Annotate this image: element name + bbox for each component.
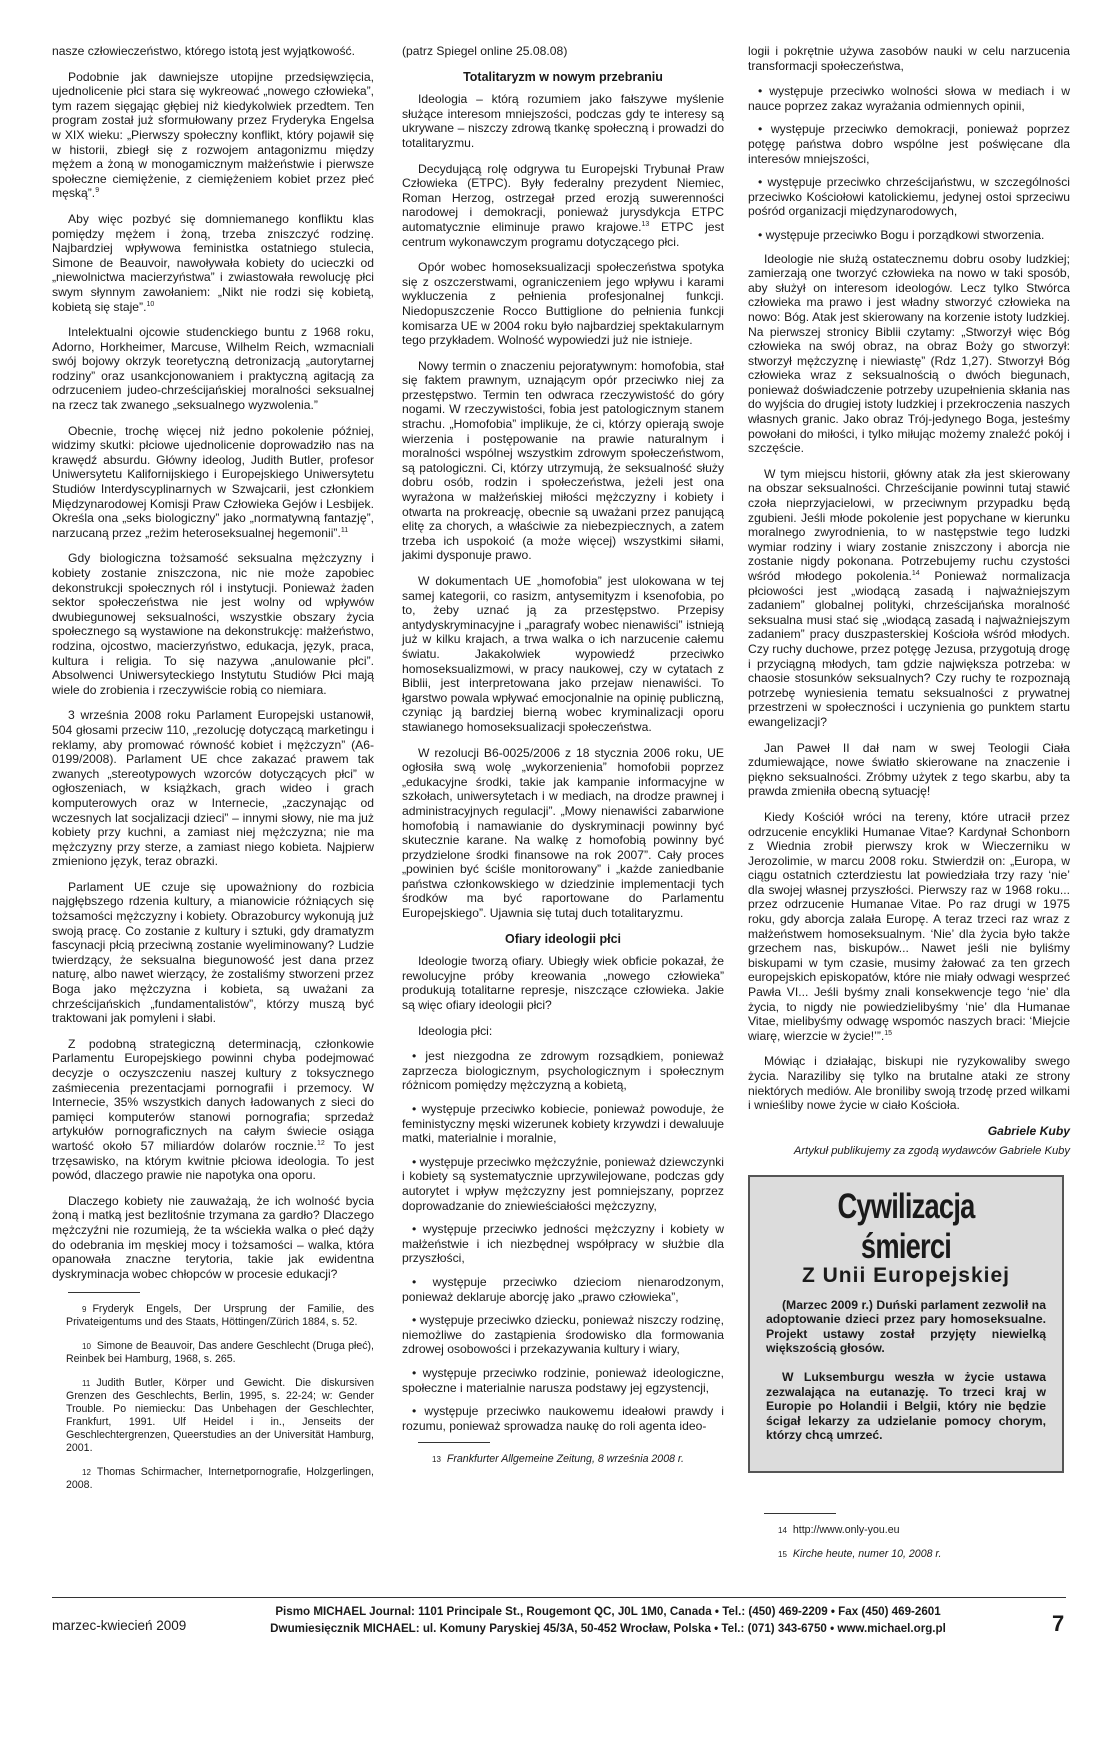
footnote-ref[interactable]: 12 <box>316 1139 325 1147</box>
paragraph: Intelektualni ojcowie studenckiego buntu z 1968 roku, Adorno, Horkheimer, Marcuse, Wilhelm Reich, wzmacniali swój bojowy okrzyk teoretyczną detronizacją „autorytarnej rodziny” oraz usankcjonowaniem i praktyczną agitacją za odrzuceniem judeo-chrześcijańskiej moralności seksualnej na rzecz tak zwanego „seksualnego wyzwolenia.” <box>52 325 374 413</box>
issue-date: marzec-kwiecień 2009 <box>52 1618 187 1633</box>
list-item: • występuje przeciwko wolności słowa w mediach i w nauce poprzez zakaz wyrażania odmiennych opinii, <box>748 84 1070 113</box>
author-signature: Gabriele Kuby <box>987 1123 1070 1138</box>
section-heading: Ofiary ideologii płci <box>505 931 621 946</box>
box-subtitle: Z Unii Europejskiej <box>801 1263 1011 1287</box>
paragraph: 3 września 2008 roku Parlament Europejski ustanowił, 504 głosami przeciw 110, „rezolucję dotyczącą marketingu i reklamy, aby promować równość kobiet i mężczyzn” (A6-0199/2008). Parlament UE chce zakazać prawem tak zwanych „stereotypowych wzorców dotyczących płci” w ogłoszeniach, w książkach, grach wideo i grach komputerowych oraz w Internecie, „zaczynając od wczesnych lat socjalizacji dzieci” – innymi słowy, nie ma już kobiety przy kuchni, a zamiast niej mężczyzna; nie ma mężczyzny przy sterze, a zamiast niego kobieta. Najpierw zmieniono język, teraz obrazki. <box>52 708 374 869</box>
footer-address-canada: Pismo MICHAEL Journal: 1101 Principale St., Rougemont QC, J0L 1M0, Canada • Tel.: (450) 469-2209 • Fax (450) 469-2601 <box>275 1605 941 1618</box>
page-number: 7 <box>1052 1611 1065 1636</box>
paragraph: Parlament UE czuje się upoważniony do rozbicia najgłębszego rdzenia kultury, a mianowicie różniących się tożsamości mężczyzny i kobiety. Obrazoburcy wykonują już swoją pracę. Co zostanie z kultury i sztuki, gdy dramatyzm fascynacji płcią przeciwną zostanie wyeliminowany? Ludzie twierdzący, że seksualna biegunowość jest dana przez naturę, albo nawet wierzący, że zostaliśmy stworzeni przez Boga jako mężczyzna i kobieta, są uważani za chrześcijańskich „fundamentalistów”, którzy muszą być traktowani jak pomyleni i słabi. <box>52 879 374 1026</box>
footnote-ref[interactable]: 11 <box>340 526 349 534</box>
paragraph: Dlaczego kobiety nie zauważają, że ich wolność bycia żoną i matką jest bezlitośnie trzymana za gardło? Dlaczego mężczyźni nie rozumieją, że ta wściekła walka o płeć dąży do odebrania im męskiej mocy i tożsamości – walka, która opanowała znaczne terytoria, takie jak ewidentna dyskryminacja wobec chłopców w procesie edukacji? <box>52 1193 374 1281</box>
paragraph: Nowy termin o znaczeniu pejoratywnym: homofobia, stał się faktem prawnym, uznającym opór przeciwko niej za przestępstwo. Termin ten odwraca rzeczywistość do góry nogami. W rzeczywistości, fobia jest patologicznym stanem strachu. „Homofobia” implikuje, że ci, którzy opierają swoje wierzenia i postępowanie na prawie naturalnym i moralności wspólnej wszystkim zdrowym społeczeństwom, są patologiczni. Ci, którzy utrzymują, że seksualność służy dobru osób, rodzin i społeczeństwa, jeżeli jest ona wyrażona w małżeńskiej miłości mężczyzny i kobiety i otwarta na prokreację, obecnie są uważani przez panującą elitę za chorych, a właściwie za niebezpiecznych, a zatem trzeba ich uspokoić (a może więcej) wszystkimi siłami, jakimi dysponuje prawo. <box>402 358 724 563</box>
footnote: $^{11}$ Judith Butler, Körper und Gewicht. Die diskursiven Grenzen des Geschlechts, Berlin, 1995, s. 22-24; w: Gender Trouble. Po niemiecku: Das Unbehagen der Geschlechter, Frankfurt, 1991. Ulf Heidel i in., Jenseits der Geschlechtergrenzen, Queerstudies an der Universität Hamburg, 2001. <box>66 1377 374 1455</box>
paragraph: W rezolucji B6-0025/2006 z 18 stycznia 2006 roku, UE ogłosiła swą wolę „wykorzenienia” homofobii poprzez „edukacyjne środki, takie jak kampanie informacyjne w szkołach, uniwersytetach i w mediach, na drodze prawnej i administracyjnych regulacji”. „Mowy nienawiści zabarwione homofobią i namawianie do dyskryminacji powinny być skutecznie karane. Na walkę z homofobią powinny być przydzielone środki finansowe na rok 2007”. Cały proces „powinien być ściśle monitorowany” i „każde zaniedbanie państwa członkowskiego w dziedzinie implementacji tych środków ma być raportowane do Parlamentu Europejskiego”. Ujawnia się tutaj duch totalitaryzmu. <box>402 745 724 921</box>
paragraph: Decydującą rolę odgrywa tu Europejski Trybunał Praw Człowieka (ETPC). Były federalny prezydent Niemiec, Roman Herzog, ostrzegał przed erozją suwerenności narodowej i demokracji, ponieważ jurysdykcja ETPC automatycznie eliminuje prawo krajowe.$^{13}$ ETPC jest centrum wykonawczym programu dotyczącego płci. <box>402 161 724 249</box>
paragraph: (patrz Spiegel online 25.08.08) <box>402 44 568 58</box>
list-item: • jest niezgodna ze zdrowym rozsądkiem, ponieważ zaprzecza biologicznym, psychologicznym i społecznym różnicom pomiędzy mężczyzną a kobietą, <box>402 1049 724 1093</box>
footnote: $^{15}$ Kirche heute, numer 10, 2008 r. <box>778 1547 942 1560</box>
list-item: • występuje przeciwko mężczyźnie, ponieważ dziewczynki i kobiety są systematycznie uprzywilejowane, podczas gdy autorytet i wpływ mężczyzny jest pomniejszany, poprzez doprowadzanie do zniewieściałości mężczyzny, <box>402 1155 724 1213</box>
footer-address-poland: Dwumiesięcznik MICHAEL: ul. Komuny Paryskiej 45/3A, 50-452 Wrocław, Polska • Tel.: (071) 343-6750 • www.michael.org.pl <box>270 1622 946 1635</box>
footnote: $^{14}$ http://www.only-you.eu <box>778 1523 900 1536</box>
footnote-divider <box>418 1442 490 1443</box>
list-item: • występuje przeciwko chrześcijaństwu, w szczególności przeciwko Kościołowi katolickiemu, jedynej ostoi sprzeciwu pośród organizacji międzynarodowych, <box>748 175 1070 219</box>
footnote-ref[interactable]: 9 <box>95 187 100 195</box>
box-paragraph: (Marzec 2009 r.) Duński parlament zezwolił na adoptowanie dzieci przez pary homoseksualne. Projekt ustawy został przyjęty niewielką większością głosów. <box>766 1297 1046 1356</box>
footnote-link[interactable]: http://www.only-you.eu <box>792 1523 900 1536</box>
paragraph: Mówiąc i działając, biskupi nie ryzykowaliby swego życia. Naraziliby się tylko na brutalne ataki ze strony niektórych mediów. Ale broniliby swoją trzodę przed wilkami i wnieśliby nowe życie w ciało Kościoła. <box>748 1054 1070 1113</box>
paragraph: Gdy biologiczna tożsamość seksualna mężczyzny i kobiety zostanie zniszczona, nic nie może zapobiec dekonstrukcji społecznych ról i instytucji. Ponieważ żaden sektor społeczeństwa nie jest wolny od wpływów dwubiegunowej seksualności, wszystkie obszary życia społecznego są wystawione na dekonstrukcję: małżeństwo, rodzina, ojcostwo, macierzyństwo, edukacja, język, praca, kultura i religia. To się nazywa „anulowanie płci”. Absolwenci Uniwersyteckiego Instytutu Studiów Płci mają wiele do zrobienia i rzeczywiście robią co niemiara. <box>52 551 374 697</box>
paragraph: Ideologie nie służą ostatecznemu dobru osoby ludzkiej; zamierzają one tworzyć człowieka na nowo w taki sposób, aby służył on interesom ideologów. Lecz tylko Stwórca człowieka ma prawo i jest władny stworzyć człowieka na nowo: Bóg. Atak jest skierowany na korzenie istoty ludzkiej. Na pierwszej stronicy Biblii czytamy: „Stworzył więc Bóg człowieka na swój obraz, na obraz Boży go stworzył: stworzył mężczyznę i niewiastę” (Rdz 1,27). Stworzył Bóg człowieka wraz z seksualnością o dwóch biegunach, ponieważ doświadczenie potrzeby uzupełnienia skłania nas do wyjścia do drugiej istoty ludzkiej i przekroczenia naszych własnych granic. Jako obraz Trój-jedynego Boga, jesteśmy powołani do miłości, i tylko miłując możemy znaleźć pokój i szczęście. <box>748 251 1070 456</box>
paragraph: Kiedy Kościół wróci na tereny, które utracił przez odrzucenie encykliki Humanae Vitae? Kardynał Schonborn z Wiednia zrobił pierwszy krok w Wieczerniku w Jerozolimie, w marcu 2008 roku. Stwierdził on: „Europa, w ciągu ostatnich czterdziestu lat powiedziała trzy razy ‘nie’ dla swojej własnej przyszłości. Pierwszy raz w 1968 roku... przez odrzucenie Humanae Vitae. Po raz drugi w 1975 roku, gdy aborcja zalała Europę. A teraz trzeci raz wraz z małżeństwem homoseksualnym. ‘Nie’ dla życia było także grzechem nas, biskupów... Nawet jeśli nie byliśmy biskupami w tym czasie, musimy żałować za ten grzech europejskich episkopatów, które nie miały odwagi wesprzeć Pawła VI... Jeśli byśmy znali konsekwencje tego ‘nie’ dla życia, to nigdy nie powiedzielibyśmy ‘nie’ dla Humanae Vitae, mielibyśmy odwagę wspomóc naszych braci: ‘Miejcie wiarę, wierzcie w życie!’”.$^{15}$ <box>748 809 1070 1043</box>
footnote-ref[interactable]: 10 <box>146 300 155 308</box>
footnote-ref[interactable]: 13 <box>641 220 650 228</box>
list-item: • występuje przeciwko jedności mężczyzny i kobiety w małżeństwie i ich niezbędnej współpracy w służbie dla przyszłości, <box>402 1222 724 1266</box>
paragraph: nasze człowieczeństwo, którego istotą jest wyjątkowość. <box>52 44 355 58</box>
footnote: $^{13}$ Frankfurter Allgemeine Zeitung, 8 września 2008 r. <box>432 1453 685 1466</box>
bullet-list <box>748 84 1070 242</box>
paragraph: Podobnie jak dawniejsze utopijne przedsięwzięcia, ujednolicenie płci stara się wykreować „nowego człowieka”, tym razem sięgając głębiej niż kiedykolwiek przedtem. Ten program został już sformułowany przez Fryderyka Engelsa w XIX wieku: „Pierwszy społeczny konflikt, który pojawił się w historii, zbiegł się z rozwojem antagonizmu między mężem a żoną w monogamicznym małżeństwie i pierwsze społeczne ciemiężenie, z ciemiężeniem kobiet przez płeć męską”.$^9$ <box>52 69 374 201</box>
paragraph: Obecnie, trochę więcej niż jedno pokolenie później, widzimy skutki: płciowe ujednolicenie doprowadziło nas na krawędź absurdu. Główny ideolog, Judith Butler, profesor Uniwersytetu Kalifornijskiego i Europejskiego Uniwersytetu Studiów Interdyscyplinarnych w Szwajcarii, jest członkiem Międzynarodowej Komisji Praw Człowieka Gejów i Lesbijek. Określa ona „seks biologiczny” jako „normatywną fantazję”, narzucaną przez „reżim heteroseksualnej hegemonii”.$^{11}$ <box>52 423 374 540</box>
footnote-divider <box>764 1513 836 1514</box>
footnote-ref[interactable]: 14 <box>911 569 920 577</box>
bullet-list <box>402 1049 724 1433</box>
publication-note: Artykuł publikujemy za zgodą wydawców Gabriele Kuby <box>793 1145 1070 1158</box>
list-item: • występuje przeciwko Bogu i porządkowi stworzenia. <box>748 228 1070 243</box>
paragraph: Ideologie tworzą ofiary. Ubiegły wiek obficie pokazał, że rewolucyjne próby kreowania „nowego człowieka” produkują totalitarne represje, niszczące człowieka. Jakie są więc ofiary ideologii płci? <box>402 954 724 1013</box>
list-item: • występuje przeciwko dzieciom nienarodzonym, ponieważ deklaruje aborcję jako „prawo człowieka”, <box>402 1275 724 1304</box>
footnote-divider <box>68 1292 140 1293</box>
list-item: • występuje przeciwko rodzinie, ponieważ ideologiczne, społeczne i materialnie narusza podstawy jej egzystencji, <box>402 1366 724 1395</box>
section-heading: Totalitaryzm w nowym przebraniu <box>463 69 663 84</box>
article-column-3 <box>748 44 1070 1572</box>
list-item: • występuje przeciwko dziecku, ponieważ niszczy rodzinę, niemożliwe do zastąpienia środowisko dla formowania zdrowej osobowości i przekazywania kultury i wiary, <box>402 1313 724 1357</box>
footnote: $^{12}$ Thomas Schirmacher, Internetpornografie, Holzgerlingen, 2008. <box>66 1466 374 1492</box>
footnote-ref[interactable]: 15 <box>884 1029 893 1037</box>
paragraph: Opór wobec homoseksualizacji społeczeństwa spotyka się z oszczerstwami, ograniczeniem jego wpływu i karami wykluczenia z pełnienia profesjonalnej funkcji. Niedopuszczenie Rocco Buttiglione do pełnienia funkcji komisarza UE w 2004 roku było najbardziej spektakularnym tego przykładem. Wolność wypowiedzi już nie istnieje. <box>402 260 724 348</box>
footnote: $^9$ Fryderyk Engels, Der Ursprung der Familie, des Privateigentums und des Staats, Höttingen/Zürich 1884, s. 52. <box>66 1303 374 1329</box>
sidebar-box <box>748 1175 1064 1473</box>
paragraph: Ideologia – którą rozumiem jako fałszywe myślenie służące interesom mniejszości, podczas gdy te interesy są ukrywane – niszczy zdrową tkankę społeczną i prowadzi do totalitaryzmu. <box>402 92 724 150</box>
footnote: $^{10}$ Simone de Beauvoir, Das andere Geschlecht (Druga płeć), Reinbek bei Hamburg, 1968, s. 265. <box>66 1340 374 1366</box>
list-item: • występuje przeciwko demokracji, ponieważ poprzez potęgę państwa dobro wspólne jest poświęcane dla interesów mniejszości, <box>748 122 1070 166</box>
article-column-1 <box>52 44 374 1503</box>
paragraph: logii i pokrętnie używa zasobów nauki w celu narzucenia transformacji społeczeństwa, <box>748 44 1070 73</box>
footer-divider <box>52 1597 1066 1598</box>
list-item: • występuje przeciwko naukowemu ideałowi prawdy i rozumu, ponieważ sprowadza naukę do roli agenta ideo- <box>402 1404 724 1433</box>
box-title: Cywilizacja śmierci <box>837 1186 975 1266</box>
paragraph: W dokumentach UE „homofobia” jest ulokowana w tej samej kategorii, co rasizm, antysemityzm i ksenofobia, po to, żeby uznać ją za przestępstwo. Przepisy antydyskryminacyjne i „paragrafy wobec nienawiści” istnieją już w kilku krajach, a trwa walka o ich narzucenie całemu światu. Jakakolwiek wypowiedź przeciwko homoseksualizmowi, w pracy naukowej, czy w cytatach z Biblii, jest interpretowana jako przejaw nienawiści. To łgarstwo powala wpływać emocjonalnie na opinię publiczną, czyniąc ją bardziej bierną wobec kryminalizacji oporu stawianego homoseksualizacji społeczeństwa. <box>402 574 724 734</box>
paragraph: W tym miejscu historii, główny atak zła jest skierowany na obszar seksualności. Chrześcijanie powinni tutaj stawić czoła nieprzyjacielowi, w przeciwnym przypadku będą zgubieni. Jeśli młode pokolenie jest popychane w kierunku moralnego zwyrodnienia, to w następstwie tego ludzki wymiar rodziny i wiary zostanie zniszczony i aborcja nie zostanie nigdy pokonana. Potrzebujemy ruchu czystości wśród młodego pokolenia.$^{14}$ Ponieważ normalizacja płciowości jest „wiodącą zasadą i najważniejszym zadaniem” globalnej polityki, chrześcijańska moralność seksualna musi stać się „wiodącą zasadą i najważniejszym zadaniem” pracy duszpasterskiej Kościoła wśród młodych. Czy ruchy duchowe, przez potęgę Jezusa, przygotują drogę i przyciągną młodych, tam gdzie największa potrzeba: w chaosie stosunków seksualnych? Czy ruchy te rozpoznają potrzebę wyniesienia tematu seksualności z prywatnej przestrzeni w społeczności i uczynienia go punktem startu ewangelizacji? <box>748 466 1070 729</box>
paragraph: Jan Paweł II dał nam w swej Teologii Ciała zdumiewające, nowe światło skierowane na znaczenie i piękno seksualności. Zróbmy użytek z tego skarbu, aby ta prawda zmieniła obecną sytuację! <box>748 740 1070 799</box>
paragraph: Z podobną strategiczną determinacją, członkowie Parlamentu Europejskiego powinni chyba podejmować decyzje o oczyszczeniu naszej kultury z toksycznego zaśmiecenia prezentacjami pornografii i przemocy. W Internecie, 35% wszystkich danych ładowanych z sieci do pamięci komputerów stanowi pornografia; sprzedaż artykułów pornograficznych na całym świecie osiąga wartość około 57 miliardów dolarów rocznie.$^{12}$ To jest trzęsawisko, na którym kwitnie płciowa ideologia. To jest powód, dlaczego prawie nie napotyka ona oporu. <box>52 1036 374 1183</box>
list-item: • występuje przeciwko kobiecie, ponieważ powoduje, że feministyczny męski wizerunek kobiety krzywdzi i dewaluuje matki, materialnie i moralnie, <box>402 1102 724 1146</box>
paragraph: Ideologia płci: <box>418 1023 493 1038</box>
paragraph: Aby więc pozbyć się domniemanego konfliktu klas pomiędzy mężem i żoną, trzeba zniszczyć rodzinę. Najbardziej wpływowa feministka ostatniego stulecia, Simone de Beauvoir, nawoływała kobiety do ucieczki od „niewolnictwa macierzyństwa” i zwiastowała rewolucję płci swym słynnym zawołaniem: „Nikt nie rodzi się kobietą, kobietą się staje”.$^{10}$ <box>52 211 374 314</box>
article-column-2 <box>402 44 724 1477</box>
box-paragraph: W Luksemburgu weszła w życie ustawa zezwalająca na eutanazję. To trzeci kraj w Europie po Holandii i Belgii, który nie będzie ścigał lekarzy za udzielanie pomocy chorym, którzy chcą umrzeć. <box>766 1369 1046 1443</box>
